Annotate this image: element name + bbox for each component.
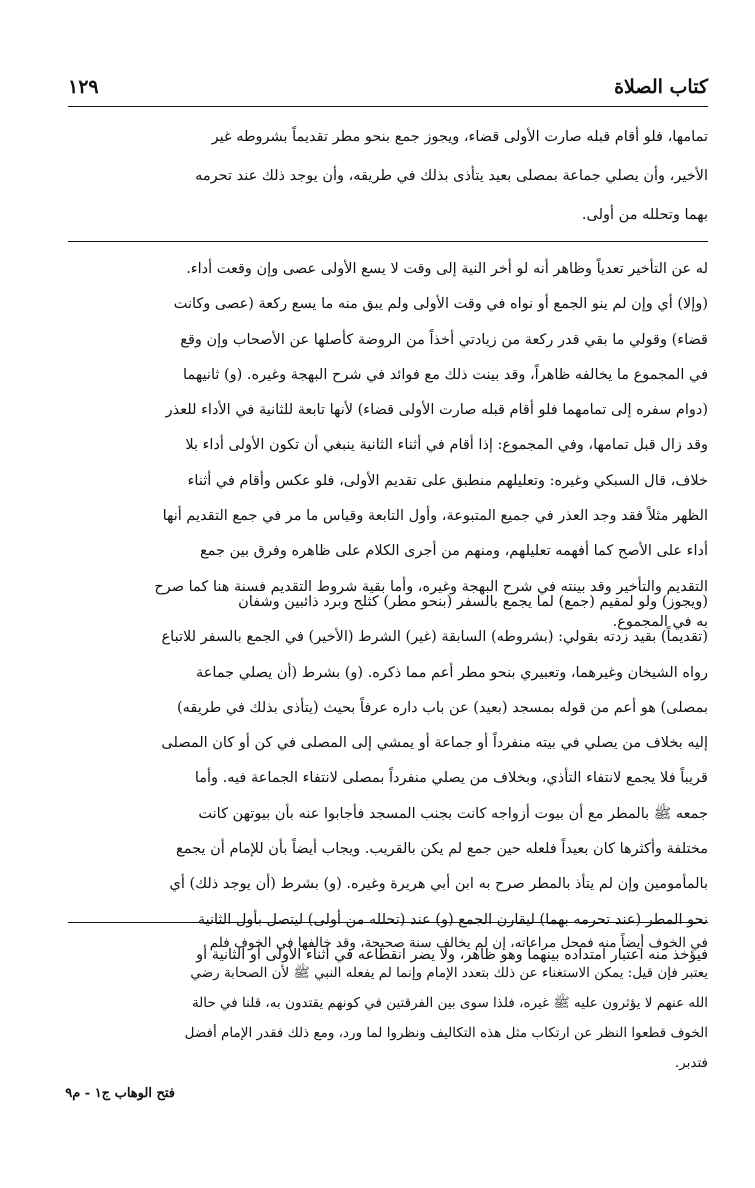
text-line: بمصلى) هو أعم من قوله بمسجد (بعيد) عن باب داره عرفاً بحيث (يتأذى بذلك في طريقه): [176, 699, 708, 716]
footnote-line: الله عنهم لا يؤثرون عليه ﷺ غيره، فلذا سوى بين الفرقتين في كونهم يقتدون به، قلنا في حالة: [191, 995, 708, 1011]
running-header: [68, 74, 708, 107]
chapter-title: كتاب الصلاة: [614, 76, 708, 98]
page-number: ١٢٩: [68, 76, 99, 98]
text-line: بالمأمومين وإن لم يتأذ بالمطر صرح به ابن أبي هريرة وغيره. (و) بشرط (أن يوجد ذلك) أي: [169, 876, 708, 893]
text-line: الظهر مثلاً فقد وجد العذر في جميع المتبوعة، وأول التابعة وقياس ما مر في جمع التقديم أنها: [162, 508, 708, 525]
text-line: في المجموع ما يخالفه ظاهراً، وقد بينت ذلك مع فوائد في شرح البهجة وغيره. (و) ثانيهما: [183, 366, 708, 383]
text-line: له عن التأخير تعدياً وظاهر أنه لو أخر النية إلى وقت لا يسع الأولى عصى وإن وقعت أداء.: [186, 261, 708, 277]
text-line: قريباً فلا يجمع لانتفاء التأذي، وبخلاف من يصلي منفرداً بمصلى لانتفاء الجماعة فيه. وأما: [194, 770, 708, 787]
footnote-line: الخوف قطعوا النظر عن ارتكاب مثل هذه التكاليف ونظروا لما ورد، ومع ذلك فقدر الإمام أفضل: [184, 1025, 708, 1041]
text-line: به في المجموع.: [612, 613, 708, 630]
text-line: وقد زال قبل تمامها، وفي المجموع: إذا أقام في أثناء الثانية ينبغي أن تكون الأولى أداء بلا: [185, 437, 708, 454]
text-line: رواه الشيخان وغيرهما، وتعبيري بنحو مطر أعم مما ذكره. (و) بشرط (أن يصلي جماعة: [195, 664, 708, 681]
text-divider: [68, 241, 708, 242]
text-line: التقديم والتأخير وقد بينته في شرح البهجة وغيره، وأما بقية شروط التقديم فسنة هنا كما صرح: [154, 578, 708, 595]
commentary-block-2: [68, 585, 708, 973]
text-line: (ويجوز) ولو لمقيم (جمع) لما يجمع بالسفر (بنحو مطر) كثلج وبرد ذائبين وشفان: [238, 594, 708, 610]
text-line: (دوام سفره إلى تمامهما فلو أقام قبله صارت الأولى قضاء) لأنها تابعة للثانية في الأداء للعذر: [165, 402, 708, 419]
text-line: (تقديماً) بقيد زدته بقولي: (بشروطه) السابقة (غير) الشرط (الأخير) في الجمع بالسفر للاتباع: [161, 629, 708, 646]
text-line: مختلفة وأكثرها كان بعيداً فلعله حين جمع لم يكن بالقريب. ويجاب أيضاً بأن للإمام أن يجمع: [176, 841, 708, 858]
main-text: [68, 118, 708, 235]
footnote-line: يعتبر فإن قيل: يمكن الاستغناء عن ذلك بتعدد الإمام وإنما لم يفعله النبي ﷺ لأن الصحابة رضي: [190, 965, 708, 981]
footnote-line: في الخوف أيضاً منه فمحل مراعاته، إن لم يخالف سنة صحيحة، وقد خالفها في الخوف فلم: [209, 935, 708, 951]
text-line: إليه بخلاف من يصلي في بيته منفرداً أو جماعة أو يمشي إلى المصلى في كن أو كان المصلى: [161, 735, 708, 752]
footnote-line: فتدبر.: [674, 1055, 708, 1071]
text-line: الأخير، وأن يصلي جماعة بمصلى بعيد يتأذى بذلك في طريقه، وأن يوجد ذلك عند تحرمه: [195, 168, 708, 184]
text-line: فيؤخذ منه اعتبار امتداده بينهما وهو ظاهر، ولا يضر انقطاعه في أثناء الأولى أو الثانية أو: [196, 946, 708, 963]
text-line: خلاف، قال السبكي وغيره: وتعليلهم منطبق على تقديم الأولى، فلو عكس وأقام في أثناء: [187, 472, 708, 489]
text-line: قضاء) وقولي ما بقي قدر ركعة من زيادتي أخذاً من الروضة كأصلها عن الأصحاب وإن وقع: [180, 331, 708, 348]
footnote-block: [68, 928, 708, 1078]
text-line: أداء على الأصح كما أفهمه تعليلهم، ومنهم من أجرى الكلام على ظاهره وفرق بين جمع: [199, 543, 708, 560]
text-line: بهما وتحلله من أولى.: [581, 207, 708, 223]
footnote-divider: [68, 922, 708, 923]
text-line: نحو المطر (عند تحرمه بهما) ليقارن الجمع (و) عند (تحلله من أولى) ليتصل بأول الثانية: [197, 911, 708, 928]
signature-mark: فتح الوهاب ج١ - م٩: [65, 1086, 175, 1101]
commentary-block-1: [68, 252, 708, 640]
text-line: تمامها، فلو أقام قبله صارت الأولى قضاء، ويجوز جمع بنحو مطر تقديماً بشروطه غير: [211, 129, 708, 145]
text-line: (وإلا) أي وإن لم ينو الجمع أو نواه في وقت الأولى ولم يبق منه ما يسع ركعة (عصى وكانت: [173, 296, 708, 313]
text-line: جمعه ﷺ بالمطر مع أن بيوت أزواجه كانت بجنب المسجد فأجابوا عنه بأن بيوتهن كانت: [198, 805, 708, 822]
